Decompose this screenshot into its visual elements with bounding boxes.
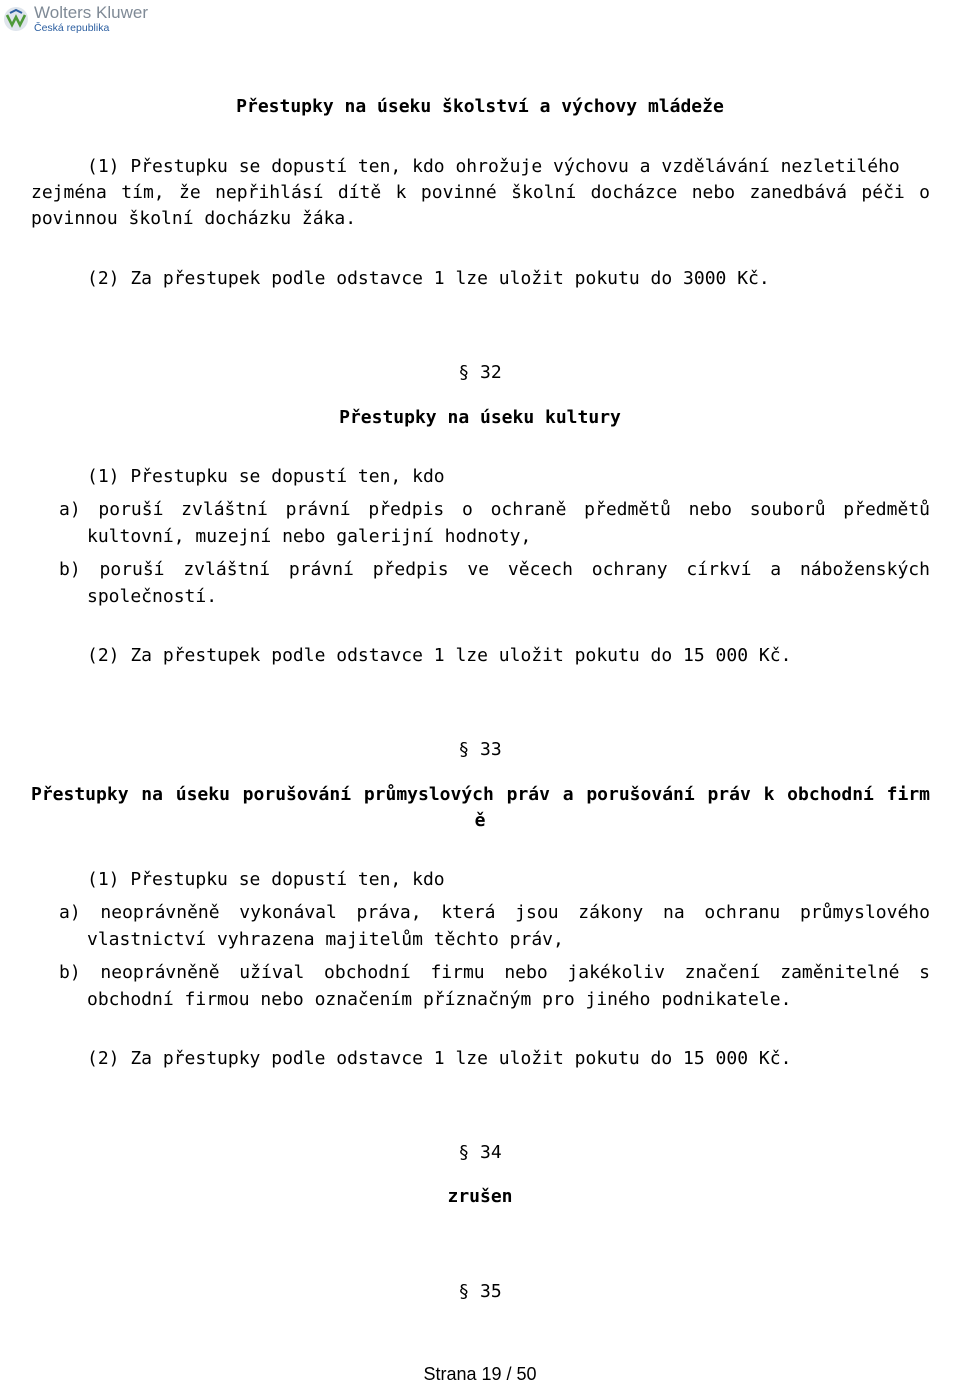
- publisher-logo: [3, 4, 148, 34]
- s32-item-b-line1: b) poruší zvláštní právní předpis ve věcech ochrany církví a náboženských: [59, 559, 930, 580]
- s31-p1-line3: povinnou školní docházku žáka.: [31, 208, 357, 229]
- section-34-number: § 34: [458, 1142, 502, 1163]
- brand-name: Wolters Kluwer: [34, 3, 148, 22]
- page-number: Strana 19 / 50: [423, 1364, 537, 1384]
- s33-paragraph-2: (2) Za přestupky podle odstavce 1 lze uložit pokutu do 15 000 Kč.: [87, 1048, 792, 1069]
- s31-p1-line2: zejména tím, že nepřihlásí dítě k povinné školní docházce nebo zanedbává péči o: [31, 182, 930, 203]
- s33-item-b-line2: obchodní firmou nebo označením příznačným pro jiného podnikatele.: [87, 989, 792, 1010]
- brand-subtitle: Česká republika: [34, 22, 110, 34]
- s31-paragraph-2: (2) Za přestupek podle odstavce 1 lze uložit pokutu do 3000 Kč.: [87, 268, 770, 289]
- s33-item-a-line1: a) neoprávněně vykonával práva, která jsou zákony na ochranu průmyslového: [59, 902, 930, 923]
- s33-item-b-line1: b) neoprávněně užíval obchodní firmu nebo jakékoliv značení zaměnitelné s: [59, 962, 930, 983]
- section-33-heading-line2: ě: [474, 810, 486, 831]
- s32-item-b-line2: společností.: [87, 586, 218, 607]
- section-31-heading: Přestupky na úseku školství a výchovy mládeže: [236, 96, 724, 117]
- s32-paragraph-1: (1) Přestupku se dopustí ten, kdo: [87, 466, 445, 487]
- section-35-number: § 35: [458, 1281, 502, 1302]
- section-33-heading-line1: Přestupky na úseku porušování průmyslových práv a porušování práv k obchodní firm: [31, 784, 930, 805]
- section-34-heading: zrušen: [447, 1186, 513, 1207]
- section-32-heading: Přestupky na úseku kultury: [339, 407, 621, 428]
- section-33-number: § 33: [458, 739, 502, 760]
- s32-item-a-line1: a) poruší zvláštní právní předpis o ochraně předmětů nebo souborů předmětů: [59, 499, 930, 520]
- s33-item-a-line2: vlastnictví vyhrazena majitelům těchto práv,: [87, 929, 564, 950]
- s32-paragraph-2: (2) Za přestupek podle odstavce 1 lze uložit pokutu do 15 000 Kč.: [87, 645, 792, 666]
- wolters-kluwer-logo-icon: [3, 6, 29, 32]
- s31-p1-line1: (1) Přestupku se dopustí ten, kdo ohrožuje výchovu a vzdělávání nezletilého: [87, 156, 900, 177]
- s32-item-a-line2: kultovní, muzejní nebo galerijní hodnoty,: [87, 526, 532, 547]
- section-32-number: § 32: [458, 362, 502, 383]
- s33-paragraph-1: (1) Přestupku se dopustí ten, kdo: [87, 869, 445, 890]
